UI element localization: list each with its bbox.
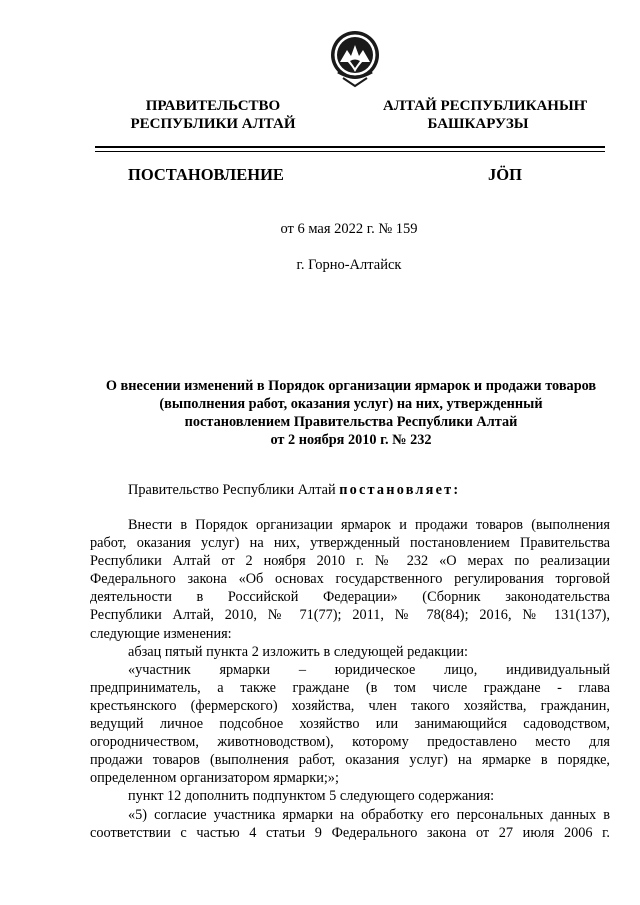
body-paragraph-3 [90,661,610,788]
body-line: Республики Алтай от 2 ноября 2010 г. № 232 «О мерах по реализации [90,553,610,570]
government-name-line: БАШКАРУЗЫ [427,116,529,132]
document-city: г. Горно-Алтайск [296,257,402,273]
body-line: предприниматель, а также граждане (в том числе граждане - глава [90,679,610,696]
government-name-line: АЛТАЙ РЕСПУБЛИКАНЫҤ [383,98,588,114]
document-title [86,377,616,449]
header-divider-thin [95,151,605,152]
body-line: «5) согласие участника ярмарки на обработку его персональных данных в [128,806,610,823]
title-line: (выполнения работ, оказания услуг) на них, утвержденный [159,396,543,412]
government-name-russian [118,97,308,133]
government-name-line: ПРАВИТЕЛЬСТВО [145,98,281,114]
doc-type-russian: ПОСТАНОВЛЕНИЕ [128,165,284,184]
body-line: деятельности в Российской Федерации» (Сборник законодательства [90,589,610,606]
title-line: от 2 ноября 2010 г. № 232 [270,432,432,448]
document-body [90,516,610,842]
document-date-number: от 6 мая 2022 г. № 159 [280,221,418,237]
decree-statement [128,482,460,499]
body-line: крестьянского (фермерского) хозяйства, член такого хозяйства, гражданин, [90,697,610,714]
government-name-line: РЕСПУБЛИКИ АЛТАЙ [130,116,296,132]
body-paragraph-2 [90,643,610,661]
body-paragraph-5 [90,806,610,842]
body-line: пункт 12 дополнить подпунктом 5 следующего содержания: [128,788,495,805]
body-line: огородничеством, животноводством), которому предоставлено место для [90,734,610,751]
body-line: работ, оказания услуг) на них, утвержденный постановлением Правительства [90,535,610,552]
doc-type-altai: JÖП [488,165,522,184]
body-line: «участник ярмарки – юридическое лицо, индивидуальный [128,661,610,678]
republic-altai-emblem-icon [328,28,382,88]
body-paragraph-4 [90,787,610,805]
body-line: следующие изменения: [90,625,232,642]
title-line: постановлением Правительства Республики Алтай [184,414,518,430]
body-line: соответствии с частью 4 статьи 9 Федерального закона от 27 июля 2006 г. [90,824,610,841]
body-line: продажи товаров (выполнения работ, оказания услуг) на ярмарке в порядке, [90,752,610,769]
decree-prefix: Правительство Республики Алтай [128,482,340,498]
title-line: О внесении изменений в Порядок организации ярмарок и продажи товаров [105,378,597,394]
body-line: Федерального закона «Об основах государственного регулирования торговой [90,571,610,588]
body-line: Внести в Порядок организации ярмарок и продажи товаров (выполнения [128,517,610,533]
body-line: абзац пятый пункта 2 изложить в следующей редакции: [128,643,468,660]
government-name-altai [383,97,588,133]
body-line: Республики Алтай, 2010, № 71(77); 2011, № 78(84); 2016, № 131(137), [90,607,610,624]
body-paragraph-1 [90,516,610,643]
body-line: определенном организатором ярмарки;»; [90,770,339,787]
decree-verb: постановляет: [339,482,461,498]
body-line: ведущий личное подсобное хозяйство или занимающийся садоводством, [90,716,610,733]
header-divider-thick [95,146,605,148]
